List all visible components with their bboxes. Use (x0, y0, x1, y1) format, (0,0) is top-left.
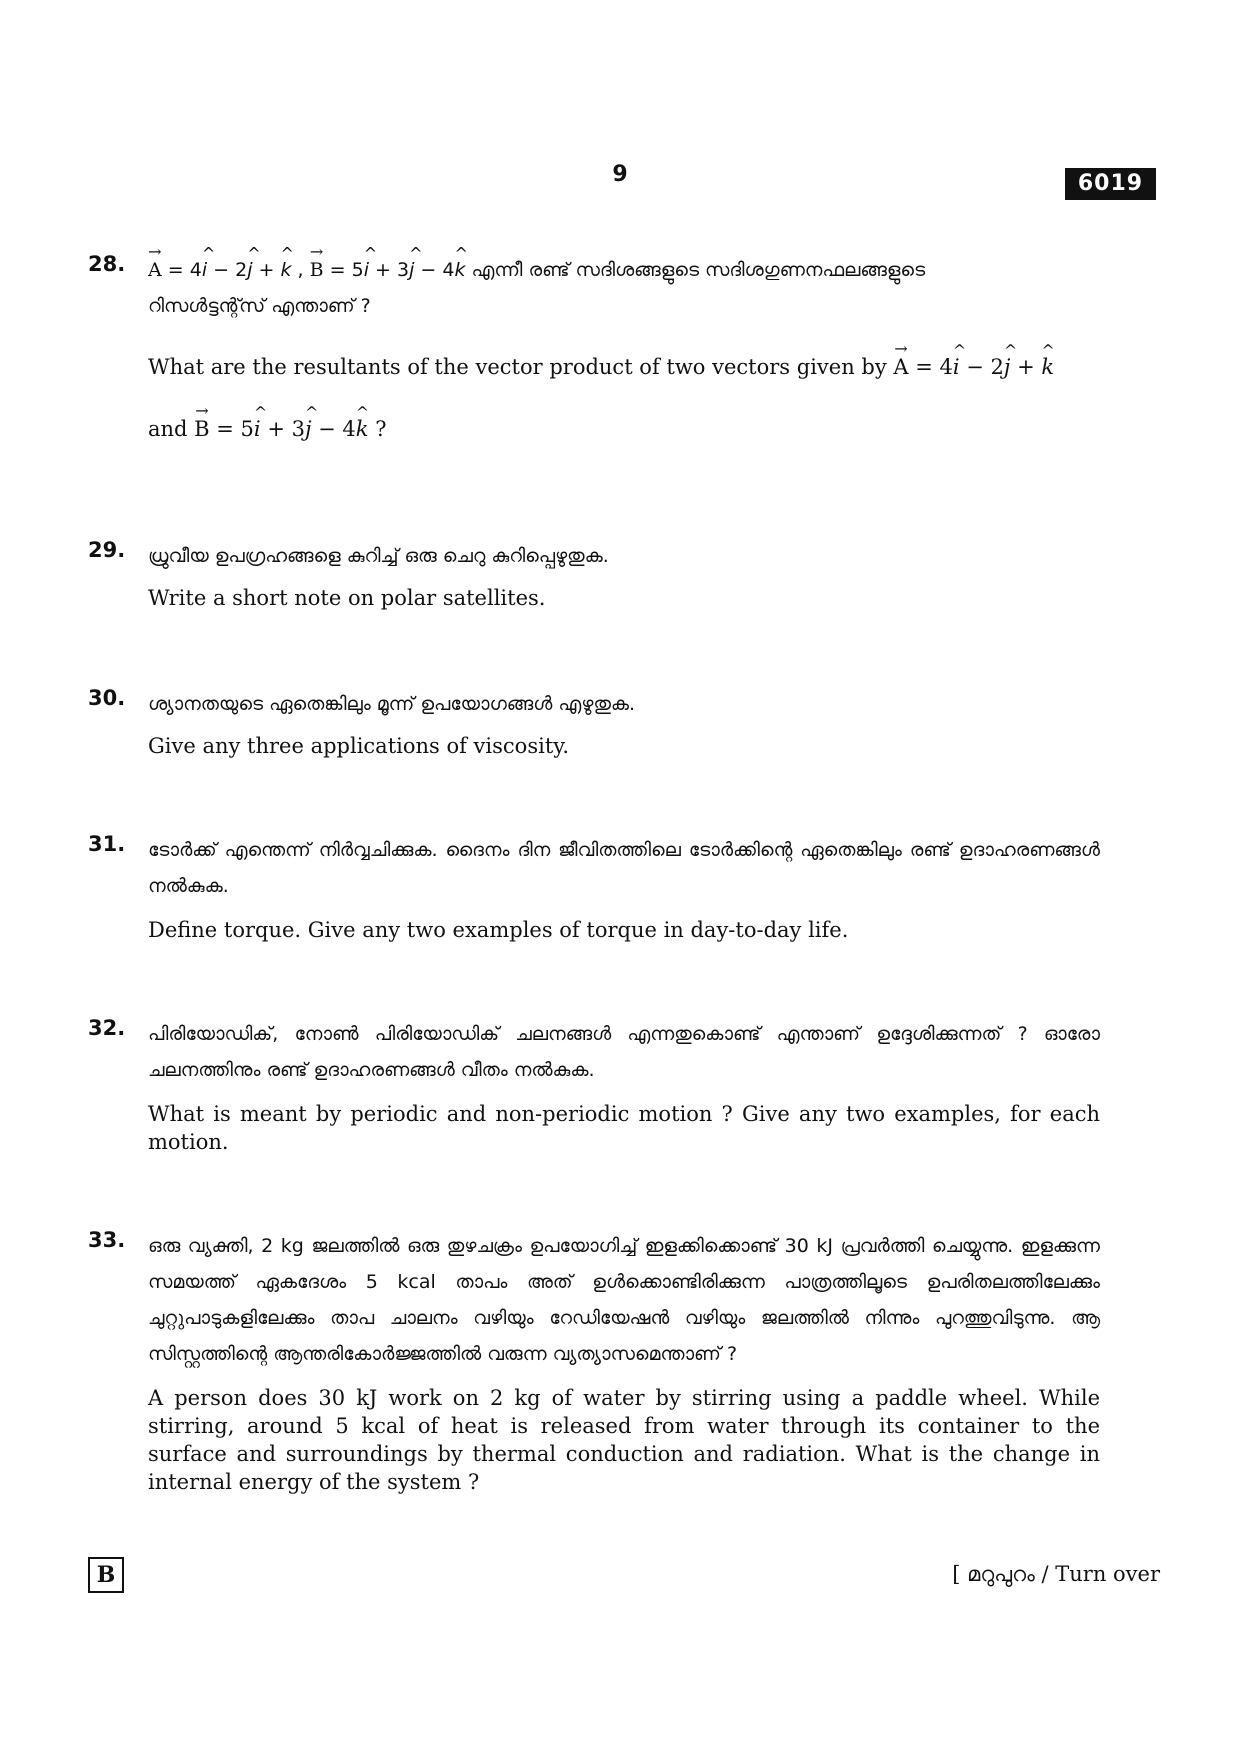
question-set-label: B (88, 1557, 124, 1593)
page-number: 9 (612, 162, 628, 187)
question-number: 33. (88, 1228, 126, 1252)
question-number: 29. (88, 538, 126, 562)
paper-code-badge: 6019 (1065, 168, 1156, 200)
turn-over-label: [ മറുപുറം / Turn over (952, 1562, 1160, 1586)
malayalam-text: → A = 4^ i − 2^ j + ^ k , → B = 5^ i + 3^ j − 4^ k എന്നീ രണ്ട് സദിശങ്ങളുടെ സദിശഗുണനഫലങ്ങളുടെ റിസൾട്ടന്റ്സ് എന്താണ് ? (148, 252, 1100, 324)
question-number: 31. (88, 832, 126, 856)
english-text: Give any three applications of viscosity. (148, 734, 570, 758)
question-body (148, 1016, 1100, 1156)
malayalam-text: ഒരു വ്യക്തി, 2 kg ജലത്തിൽ ഒരു തുഴചക്രം ഉപയോഗിച്ച് ഇളക്കിക്കൊണ്ട് 30 kJ പ്രവർത്തി ചെയ്യുന്നു. ഇളക്കുന്ന സമയത്ത് ഏകദേശം 5 kcal താപം അത് ഉൾക്കൊണ്ടിരിക്കുന്ന പാത്രത്തിലൂടെ ഉപരിതലത്തിലേക്കും ചുറ്റുപാടുകളിലേക്കും താപ ചാലനം വഴിയും റേഡിയേഷൻ വഴിയും ജലത്തിൽ നിന്നും പുറത്തുവിടുന്നു. ആ സിസ്റ്റത്തിന്റെ ആന്തരികോർജ്ജത്തിൽ വരുന്ന വ്യത്യാസമെന്താണ് ? (148, 1235, 1100, 1365)
question-number: 28. (88, 252, 126, 276)
english-text: What is meant by periodic and non-periodic motion ? Give any two examples, for each motion. (148, 1102, 1100, 1154)
english-text: A person does 30 kJ work on 2 kg of water by stirring using a paddle wheel. While stirring, around 5 kcal of heat is released from water through its container to the surface and surroundings by thermal conduction and radiation. What is the change in internal energy of the system ? (148, 1386, 1100, 1494)
malayalam-text: ടോർക്ക് എന്തെന്ന് നിർവ്വചിക്കുക. ദൈനം ദിന ജീവിതത്തിലെ ടോർക്കിന്റെ ഏതെങ്കിലും രണ്ട് ഉദാഹരണങ്ങൾ നൽകുക. (148, 839, 1100, 897)
vector-expression-b: → B = 5^ i + 3^ j − 4^ k (310, 259, 466, 281)
malayalam-text: ശ്യാനതയുടെ ഏതെങ്കിലും മൂന്ന് ഉപയോഗങ്ങൾ എഴുതുക. (148, 693, 636, 715)
question-body (148, 686, 1100, 760)
question-body (148, 538, 1100, 612)
question-body (148, 1228, 1100, 1496)
question-number: 30. (88, 686, 126, 710)
question-body (148, 832, 1100, 944)
english-text: Write a short note on polar satellites. (148, 586, 546, 610)
question-number: 32. (88, 1016, 126, 1040)
vector-expression-a: → A = 4^ i − 2^ j + ^ k (893, 355, 1054, 379)
english-text: Define torque. Give any two examples of torque in day-to-day life. (148, 918, 849, 942)
vector-expression-a: → A = 4^ i − 2^ j + ^ k (148, 259, 292, 281)
malayalam-text: ധ്രുവീയ ഉപഗ്രഹങ്ങളെ കുറിച്ച് ഒരു ചെറു കുറിപ്പെഴുതുക. (148, 545, 609, 567)
malayalam-text: പിരിയോഡിക്, നോൺ പിരിയോഡിക് ചലനങ്ങൾ എന്നതുകൊണ്ട് എന്താണ് ഉദ്ദേശിക്കുന്നത് ? ഓരോ ചലനത്തിനും രണ്ട് ഉദാഹരണങ്ങൾ വീതം നൽകുക. (148, 1023, 1100, 1081)
english-text: What are the resultants of the vector product of two vectors given by → A = 4^ i − 2^ j + ^ k and → B = 5^ i + 3^ j − 4^ k ? (148, 336, 1100, 460)
question-body (148, 252, 1100, 460)
vector-expression-b: → B = 5^ i + 3^ j − 4^ k (194, 417, 368, 441)
